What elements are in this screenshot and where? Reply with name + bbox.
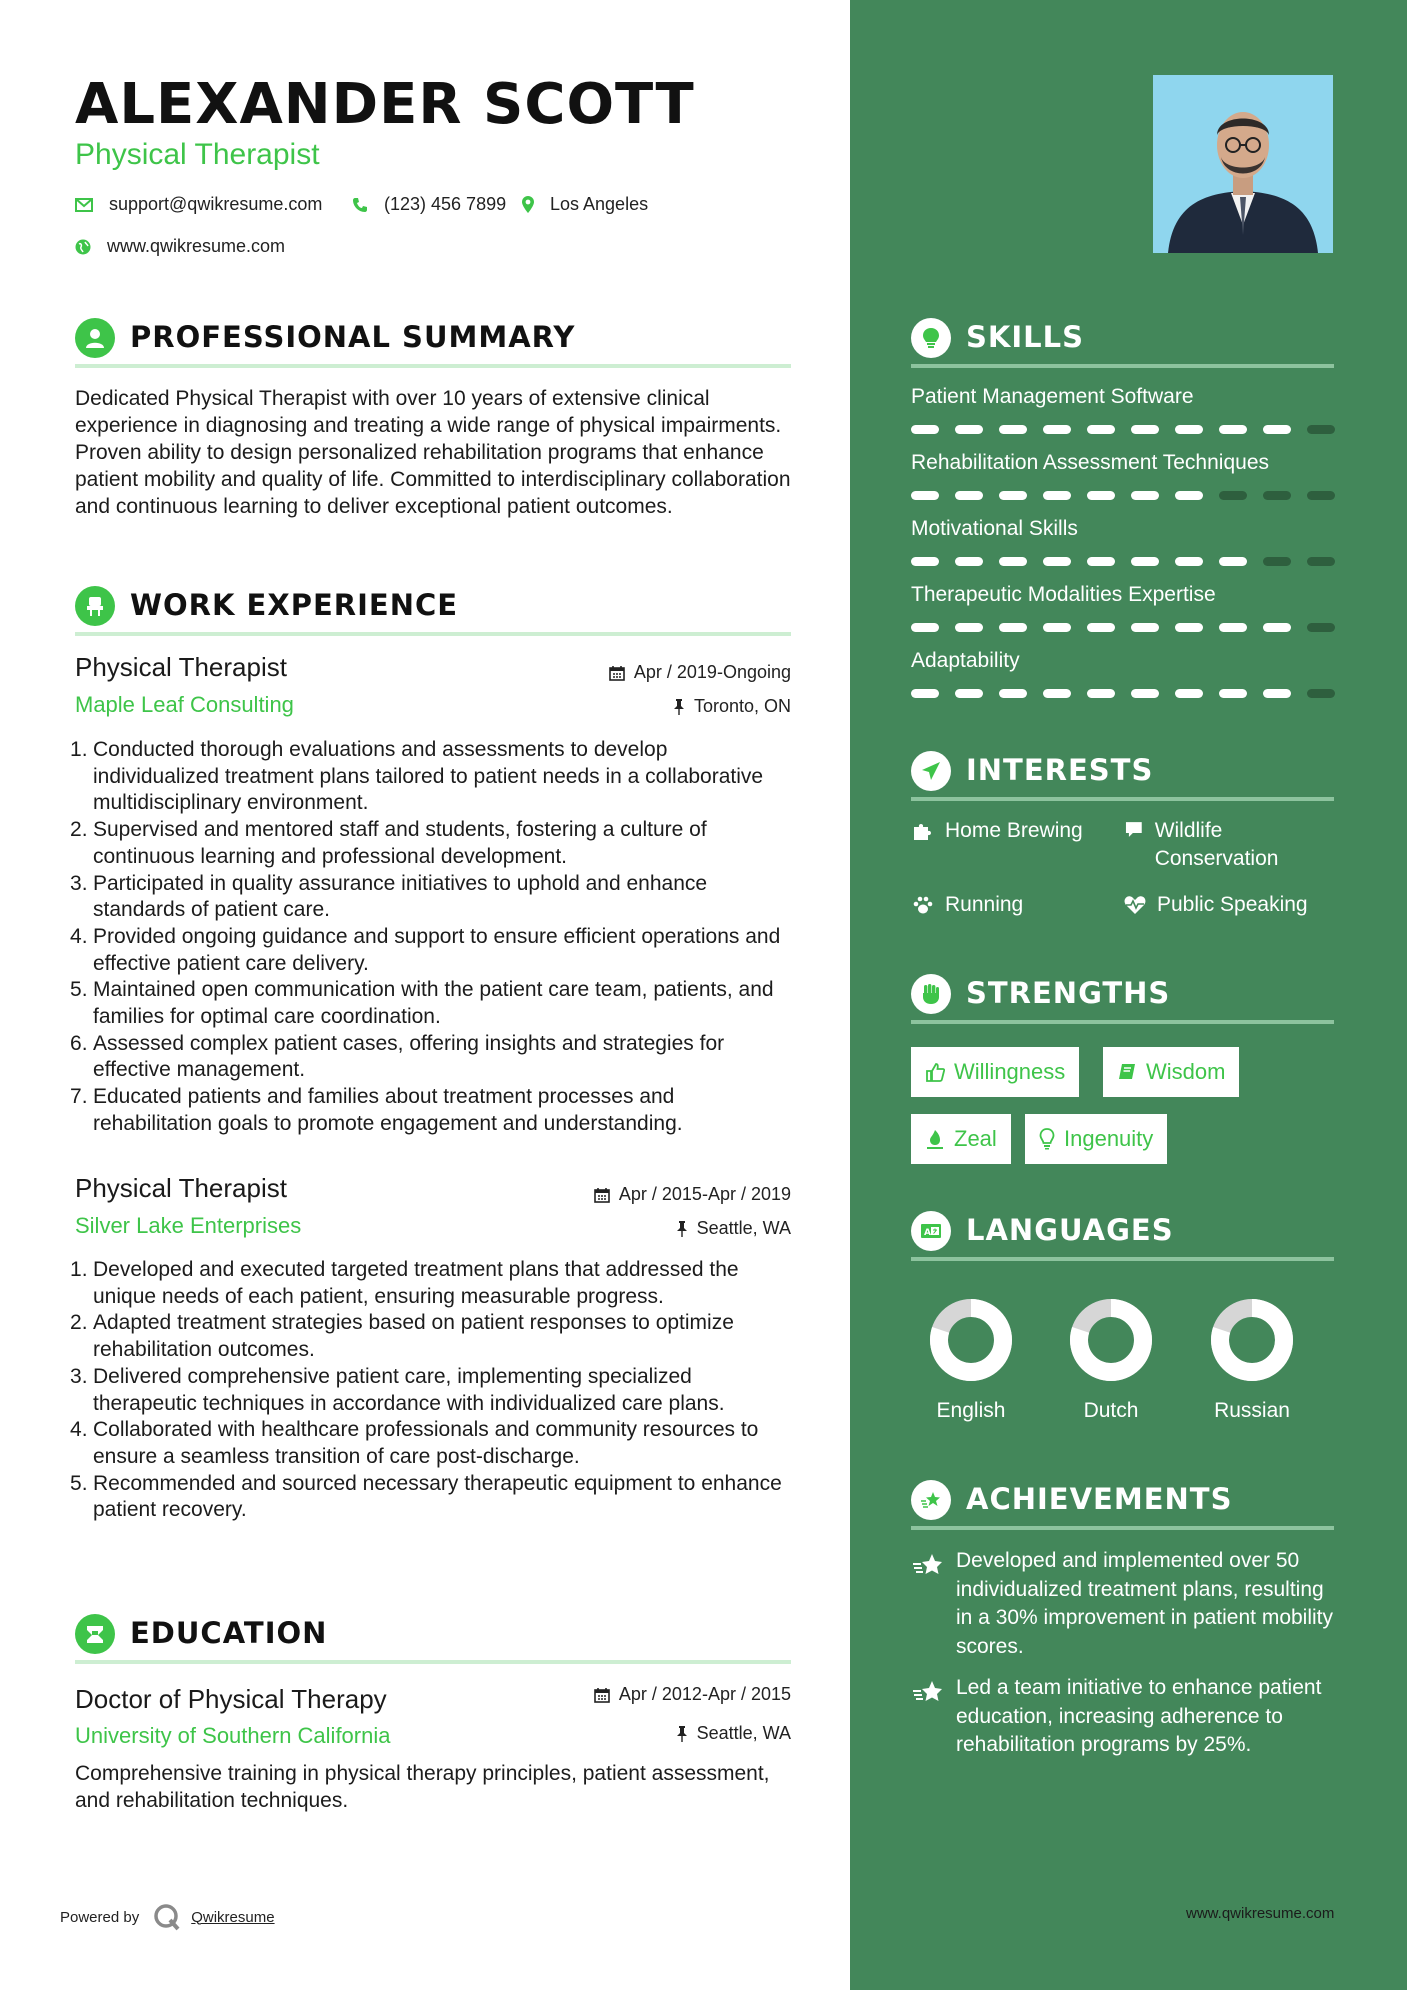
profile-photo [1153, 75, 1333, 253]
list-item: Assessed complex patient cases, offering insights and strategies for effective management. [93, 1031, 725, 1082]
skill-dash-filled [1175, 689, 1203, 698]
language-donut [911, 1290, 1031, 1395]
skill-dash-filled [999, 623, 1027, 632]
skill-dash-filled [1087, 689, 1115, 698]
powered-by-label: Powered by [60, 1908, 140, 1926]
location-text: Los Angeles [550, 194, 649, 214]
education-dates-text: Apr / 2012-Apr / 2015 [618, 1684, 791, 1704]
job-2-org: Silver Lake Enterprises [75, 1213, 302, 1238]
job-2-bullets [72, 1257, 797, 1524]
skill-dash-empty [1307, 623, 1335, 632]
education-location-text: Seattle, WA [696, 1723, 791, 1743]
strengths-title: STRENGTHS [966, 976, 1171, 1010]
heartbeat-icon [1123, 894, 1147, 916]
education-section-header [75, 1608, 791, 1664]
skill-dash-filled [999, 557, 1027, 566]
pushpin-icon [676, 1221, 688, 1237]
list-item: Recommended and sourced necessary therapeutic equipment to enhance patient recovery. [93, 1471, 782, 1522]
contact-email[interactable] [75, 194, 322, 215]
pushpin-icon [676, 1726, 688, 1742]
education-school: University of Southern California [75, 1723, 391, 1748]
language-label: Russian [1214, 1399, 1290, 1422]
strength-label: Wisdom [1146, 1059, 1226, 1084]
skill-dash-filled [1087, 491, 1115, 500]
globe-icon [75, 239, 91, 255]
skill-dash-filled [1087, 425, 1115, 434]
language-proficiency-chart [911, 1290, 1031, 1390]
interest-item [1123, 817, 1333, 873]
qwikresume-logo-icon [153, 1903, 181, 1931]
skill-dash-filled [999, 689, 1027, 698]
job-1-title: Physical Therapist [75, 652, 287, 682]
qwikresume-link[interactable]: Qwikresume [191, 1908, 275, 1926]
interest-label: Public Speaking [1157, 893, 1308, 916]
education-title: EDUCATION [130, 1616, 328, 1650]
skill-dash-filled [1175, 425, 1203, 434]
job-2-location [676, 1218, 791, 1239]
skill-dash-filled [911, 689, 939, 698]
education-dates [594, 1684, 791, 1705]
interests-title: INTERESTS [966, 753, 1154, 787]
skill-dash-filled [1087, 623, 1115, 632]
skill-dash-filled [955, 623, 983, 632]
skill-level-bar [911, 425, 1334, 435]
skill-dash-filled [955, 425, 983, 434]
strength-tag [1103, 1047, 1239, 1097]
puzzle-icon [911, 820, 935, 842]
contact-location [522, 194, 648, 215]
skill-dash-filled [911, 491, 939, 500]
interest-item [911, 891, 1023, 919]
flag-icon [1123, 820, 1145, 842]
candidate-role: Physical Therapist [75, 138, 320, 171]
candidate-name: ALEXANDER SCOTT [75, 72, 695, 137]
footer-website[interactable]: www.qwikresume.com [1186, 1905, 1335, 1922]
skill-dash-filled [1131, 623, 1159, 632]
strength-label: Zeal [954, 1126, 997, 1151]
skill-dash-filled [1043, 689, 1071, 698]
contact-website[interactable] [75, 236, 285, 257]
skill-dash-filled [999, 491, 1027, 500]
experience-section-header [75, 580, 791, 636]
skill-name: Adaptability [911, 649, 1020, 672]
fire-extinguisher-icon [925, 1128, 945, 1150]
pushpin-icon [673, 699, 685, 715]
skill-dash-filled [1131, 557, 1159, 566]
skill-dash-empty [1263, 491, 1291, 500]
skill-dash-filled [1131, 689, 1159, 698]
book-icon [1117, 1062, 1137, 1082]
summary-section-header [75, 312, 791, 368]
list-item: Delivered comprehensive patient care, implementing specialized therapeutic techniques in accordance with individualized care plans. [93, 1364, 725, 1415]
skill-dash-filled [1263, 623, 1291, 632]
achievements-title: ACHIEVEMENTS [966, 1482, 1233, 1516]
svg-text:A: A [924, 1228, 931, 1238]
paper-plane-icon [911, 751, 951, 791]
skill-level-bar [911, 689, 1334, 699]
job-2-location-text: Seattle, WA [696, 1218, 791, 1238]
skill-dash-filled [1043, 623, 1071, 632]
skill-name: Rehabilitation Assessment Techniques [911, 451, 1269, 474]
skill-dash-filled [955, 491, 983, 500]
skill-dash-empty [1307, 425, 1335, 434]
skill-level-bar [911, 623, 1334, 633]
contact-phone[interactable] [352, 194, 506, 215]
lightbulb-icon [911, 318, 951, 358]
star-hand-icon [911, 1679, 945, 1705]
interest-item [1123, 891, 1308, 919]
skill-dash-filled [1219, 689, 1247, 698]
achievement-text: Led a team initiative to enhance patient education, increasing adherence to rehabilitation programs by 25%. [956, 1676, 1322, 1756]
lightbulb-outline-icon [1039, 1128, 1055, 1150]
skill-dash-empty [1307, 689, 1335, 698]
languages-title: LANGUAGES [966, 1213, 1174, 1247]
skill-dash-filled [1175, 491, 1203, 500]
education-text: Comprehensive training in physical therapy principles, patient assessment, and rehabilitation techniques. [75, 1762, 770, 1812]
skill-dash-filled [1263, 425, 1291, 434]
achievements-section-header [911, 1474, 1334, 1530]
summary-title: PROFESSIONAL SUMMARY [130, 320, 576, 354]
skill-dash-filled [1219, 557, 1247, 566]
education-degree: Doctor of Physical Therapy [75, 1684, 387, 1714]
interest-item [911, 817, 1083, 845]
skill-dash-filled [1043, 491, 1071, 500]
skill-dash-filled [955, 689, 983, 698]
envelope-icon [75, 198, 93, 212]
skill-dash-filled [1263, 689, 1291, 698]
language-label: English [936, 1399, 1006, 1422]
language-donut [1192, 1290, 1312, 1395]
skill-dash-empty [1219, 491, 1247, 500]
star-hand-icon [911, 1552, 945, 1578]
strengths-section-header [911, 968, 1334, 1024]
website-text: www.qwikresume.com [107, 236, 286, 256]
interests-section-header [911, 745, 1334, 801]
calendar-icon [594, 1687, 610, 1703]
skill-dash-filled [1043, 557, 1071, 566]
thumbs-up-icon [925, 1062, 945, 1082]
job-1-location [673, 696, 791, 717]
strength-tag [911, 1114, 1011, 1164]
skill-dash-filled [999, 425, 1027, 434]
skill-dash-filled [1175, 557, 1203, 566]
list-item: Developed and executed targeted treatment plans that addressed the unique needs of each patient, ensuring measurable progress. [93, 1258, 739, 1308]
language-label: Dutch [1083, 1399, 1139, 1422]
interest-label: Home Brewing [945, 819, 1083, 842]
experience-title: WORK EXPERIENCE [130, 588, 459, 622]
graduation-icon [75, 1614, 115, 1654]
skill-name: Motivational Skills [911, 517, 1078, 540]
job-1-location-text: Toronto, ON [693, 696, 791, 716]
skill-level-bar [911, 557, 1334, 567]
job-1-bullets [72, 737, 797, 1138]
achievement-text: Developed and implemented over 50 individualized treatment plans, resulting in a 30% improvement in patient mobility scores. [956, 1549, 1334, 1658]
skill-dash-filled [1087, 557, 1115, 566]
strength-tag [911, 1047, 1079, 1097]
skill-dash-empty [1263, 557, 1291, 566]
job-1-org: Maple Leaf Consulting [75, 692, 294, 717]
powered-by [60, 1903, 275, 1931]
language-donut [1051, 1290, 1171, 1395]
fist-icon [911, 974, 951, 1014]
job-2-title: Physical Therapist [75, 1173, 287, 1203]
list-item: Maintained open communication with the patient care team, patients, and families for optimal care coordination. [93, 978, 774, 1029]
strength-label: Ingenuity [1064, 1126, 1154, 1151]
skill-dash-empty [1307, 491, 1335, 500]
skill-dash-filled [1131, 491, 1159, 500]
skill-level-bar [911, 491, 1334, 501]
interest-label: Running [945, 893, 1024, 916]
languages-section-header [911, 1205, 1334, 1261]
list-item: Educated patients and families about treatment processes and rehabilitation goals to promote engagement and understanding. [93, 1085, 683, 1135]
paw-icon [911, 894, 935, 916]
star-hand-icon [911, 1480, 951, 1520]
skills-title: SKILLS [966, 320, 1084, 354]
calendar-icon [609, 665, 625, 681]
language-proficiency-chart [1051, 1290, 1171, 1390]
job-1-dates [609, 662, 791, 683]
skill-dash-filled [955, 557, 983, 566]
skill-dash-filled [911, 425, 939, 434]
list-item: Provided ongoing guidance and support to ensure efficient operations and effective patient care delivery. [93, 924, 781, 975]
skill-dash-filled [1131, 425, 1159, 434]
skill-dash-filled [1219, 623, 1247, 632]
strength-tag [1025, 1114, 1167, 1164]
map-pin-icon [522, 196, 534, 213]
list-item: Adapted treatment strategies based on patient responses to optimize rehabilitation outcomes. [93, 1311, 734, 1362]
job-2-dates [594, 1184, 791, 1205]
interest-label: Wildlife Conservation [1154, 819, 1279, 870]
skill-dash-filled [1043, 425, 1071, 434]
language-proficiency-chart [1192, 1290, 1312, 1390]
strength-label: Willingness [954, 1059, 1066, 1084]
phone-text: (123) 456 7899 [384, 194, 507, 214]
calendar-icon [594, 1187, 610, 1203]
education-location [676, 1723, 791, 1744]
achievement-item [911, 1674, 1334, 1760]
skill-dash-filled [911, 557, 939, 566]
skill-dash-filled [911, 623, 939, 632]
skill-dash-empty [1307, 557, 1335, 566]
skills-section-header [911, 312, 1334, 368]
skill-dash-filled [1219, 425, 1247, 434]
list-item: Supervised and mentored staff and students, fostering a culture of continuous learning and professional development. [93, 818, 707, 868]
skill-dash-filled [1175, 623, 1203, 632]
list-item: Collaborated with healthcare professionals and community resources to ensure a seamless transition of care post-discharge. [93, 1418, 759, 1468]
email-text: support@qwikresume.com [109, 194, 323, 214]
list-item: Participated in quality assurance initiatives to uphold and enhance standards of patient care. [93, 871, 708, 922]
chair-icon [75, 586, 115, 626]
user-icon [75, 318, 115, 358]
job-1-dates-text: Apr / 2019-Ongoing [633, 662, 791, 682]
skill-name: Patient Management Software [911, 385, 1194, 408]
summary-text: Dedicated Physical Therapist with over 10 years of extensive clinical experience in diagnosing and treating a wide range of physical impairments. Proven ability to design personalized rehabilitation programs that enhance patient mobility and quality of life. Committed to interdisciplinary collaboration and continuous learning to deliver exceptional patient outcomes. [75, 387, 791, 518]
phone-icon [352, 197, 368, 213]
language-icon [911, 1211, 951, 1251]
achievement-item [911, 1547, 1334, 1661]
job-2-dates-text: Apr / 2015-Apr / 2019 [618, 1184, 791, 1204]
list-item: Conducted thorough evaluations and assessments to develop individualized treatment plans tailored to patient needs in a collaborative multidisciplinary environment. [93, 738, 764, 815]
skill-name: Therapeutic Modalities Expertise [911, 583, 1216, 606]
